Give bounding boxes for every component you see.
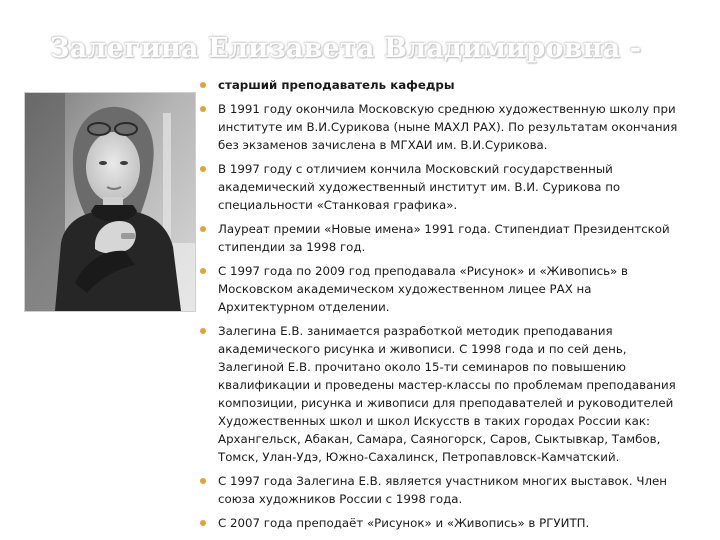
bullet-dot-icon <box>200 166 206 172</box>
bullet-text: С 1997 года по 2009 год преподавала «Рисунок» и «Живопись» в Московском академическом художественном лицее РАХ на Архитектурном отделении. <box>218 264 628 314</box>
bullet-dot-icon <box>200 328 206 334</box>
bullet-item <box>200 322 678 466</box>
bullet-item <box>200 100 678 154</box>
bullet-item <box>200 262 678 316</box>
bullet-text: Залегина Е.В. занимается разработкой методик преподавания академического рисунка и живописи. С 1998 года и по сей день, Залегиной Е.В. прочитано около 15-ти семинаров по повышению квалификации и проведены мастер-классы по проблемам преподавания композиции, рисунка и живописи для преподавателей и руководителей Художественных школ и школ Искусств в таких городах России как: Архангельск, Абакан, Самара, Саяногорск, Саров, Сыктывкар, Тамбов, Томск, Улан-Удэ, Южно-Сахалинск, Петропавловск-Камчатский. <box>218 324 676 464</box>
bullet-text: В 1991 году окончила Московскую среднюю художественную школу при институте им В.И.Сурикова (ныне МАХЛ РАХ). По результатам окончания без экзаменов зачислена в МГХАИ им. В.И.Сурикова. <box>218 102 678 152</box>
bullet-text: С 1997 года Залегина Е.В. является участником многих выставок. Член союза художников России с 1998 года. <box>218 474 667 506</box>
bullet-dot-icon <box>200 106 206 112</box>
bullet-dot-icon <box>200 226 206 232</box>
slide-title: Залегина Елизавета Владимировна - <box>50 33 642 64</box>
bullet-text: старший преподаватель кафедры <box>218 78 455 92</box>
bullet-item <box>200 220 678 256</box>
bullet-text: В 1997 году с отличием кончила Московский государственный академический художественный институт им. В.И. Сурикова по специальности «Станковая графика». <box>218 162 621 212</box>
portrait-photo <box>24 92 196 312</box>
bullet-list <box>200 76 678 538</box>
bullet-text: Лауреат премии «Новые имена» 1991 года. Стипендиат Президентской стипендии за 1998 год. <box>218 222 670 254</box>
bullet-text: С 2007 года преподаёт «Рисунок» и «Живопись» в РГУИТП. <box>218 516 590 530</box>
bullet-item <box>200 472 678 508</box>
bullet-dot-icon <box>200 268 206 274</box>
bullet-dot-icon <box>200 478 206 484</box>
bullet-item <box>200 160 678 214</box>
bullet-dot-icon <box>200 520 206 526</box>
bullet-item <box>200 76 678 94</box>
bullet-dot-icon <box>200 82 206 88</box>
bullet-item <box>200 514 678 532</box>
